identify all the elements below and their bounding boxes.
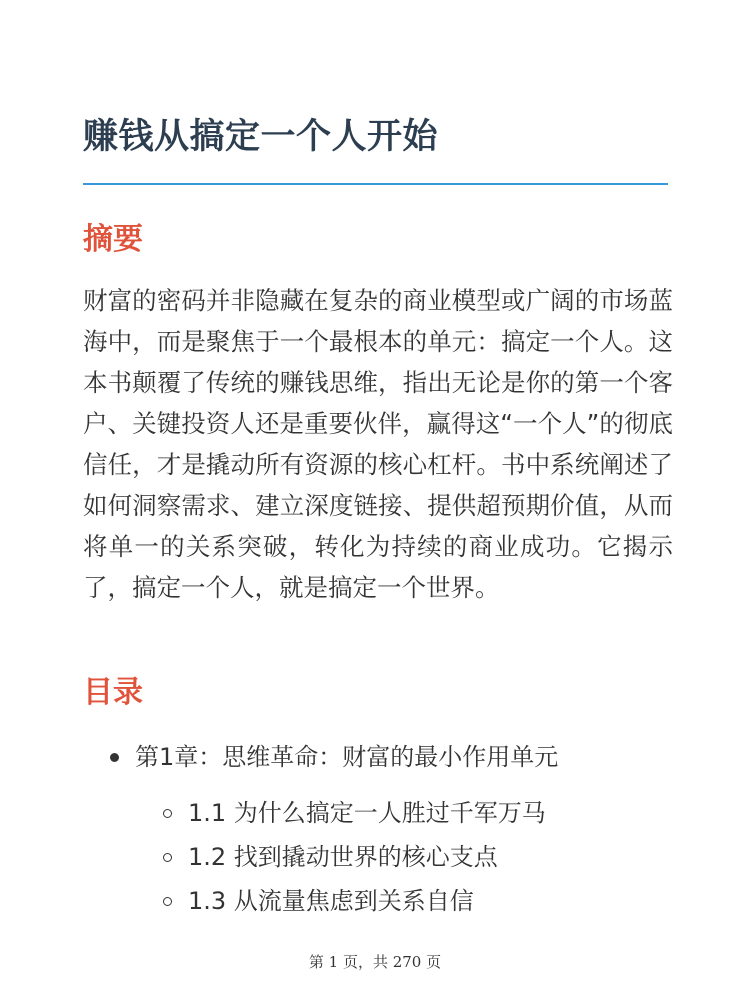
abstract-heading: 摘要 [83, 222, 143, 257]
document-title: 赚钱从搞定一个人开始 [83, 117, 439, 157]
bullet-circle-icon [163, 853, 172, 862]
bullet-circle-icon [163, 809, 172, 818]
abstract-text: 财富的密码并非隐藏在复杂的商业模型或广阔的市场蓝海中，而是聚焦于一个最根本的单元：搞定一个人。这本书颠覆了传统的赚钱思维，指出无论是你的第一个客户、关键投资人还是重要伙伴，赢得这“一个人”的彻底信任，才是撬动所有资源的核心杠杆。书中系统阐述了如何洞察需求、建立深度链接、提供超预期价值，从而将单一的关系突破，转化为持续的商业成功。它揭示了，搞定一个人，就是搞定一个世界。 [83, 286, 673, 602]
toc-section-label: 1.3 从流量焦虑到关系自信 [188, 887, 474, 915]
toc-heading: 目录 [83, 675, 143, 710]
toc-chapter-label: 第1章：思维革命：财富的最小作用单元 [135, 743, 559, 771]
title-divider [83, 183, 668, 185]
bullet-disc-icon [110, 753, 119, 762]
toc-chapter-1[interactable] [110, 737, 558, 777]
toc-section-label: 1.1 为什么搞定一人胜过千军万马 [188, 799, 546, 827]
bullet-circle-icon [163, 897, 172, 906]
page-number-footer: 第 1 页，共 270 页 [308, 953, 442, 971]
toc-section-1-1[interactable] [163, 793, 546, 833]
toc-section-label: 1.2 找到撬动世界的核心支点 [188, 843, 498, 871]
toc-section-1-2[interactable] [163, 837, 498, 877]
toc-section-1-3[interactable] [163, 881, 474, 921]
